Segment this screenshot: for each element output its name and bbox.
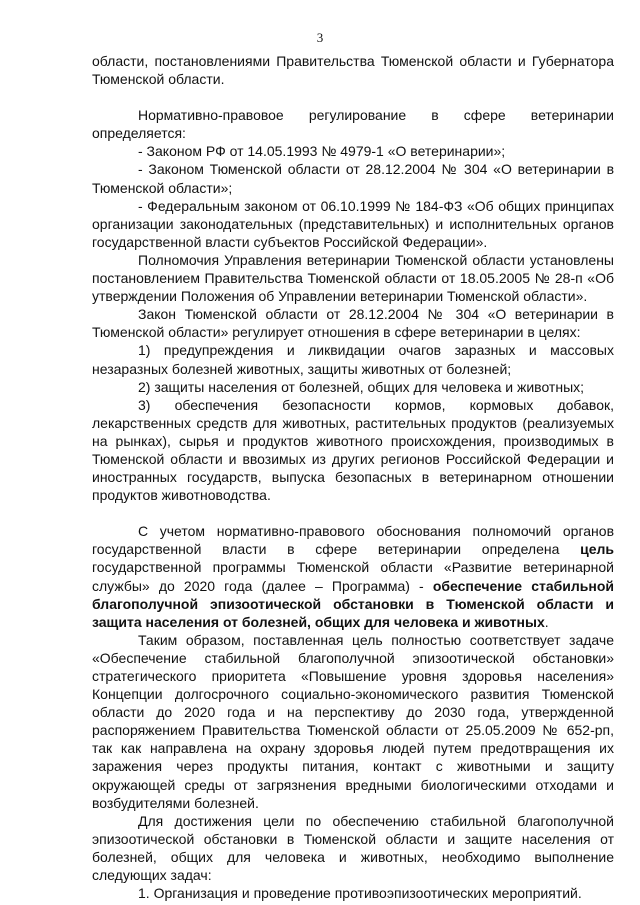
paragraph-tasks: Для достижения цели по обеспечению стабильной благополучной эпизоотической обстановки в Тюменской области и защите населения от болезней, общих для человека и животных, необходимо выполнение следующих задач:	[92, 812, 614, 884]
paragraph-intro: области, постановлениями Правительства Тюменской области и Губернатора Тюменской области.	[92, 53, 614, 88]
program-goal-text-2: государственной программы Тюменской области «Развитие ветеринарной службы» до 2020 года (далее – Программа) -	[92, 559, 614, 594]
paragraph-concept: Таким образом, поставленная цель полностью соответствует задаче «Обеспечение стабильной благополучной эпизоотической обстановки» стратегического приоритета «Повышение уровня здоровья населения» Концепции долгосрочного социально-экономического развития Тюменской области до 2020 года и на перспективу до 2030 года, утвержденной распоряжением Правительства Тюменской области от 25.05.2009 № 652-рп, так как направлена на охрану здоровья людей путем предотвращения их заражения через продукты питания, контакт с животными и защиту окружающей среды от загрязнения вредными биологическими отходами и возбудителями болезней.	[92, 631, 614, 811]
program-goal-keyword: цель	[580, 541, 615, 558]
list-item-law-rf: - Законом РФ от 14.05.1993 № 4979-1 «О ветеринарии»;	[138, 143, 506, 160]
paragraph-program-goal	[92, 522, 614, 631]
program-goal-text-1: С учетом нормативно-правового обоснования полномочий органов государственной власти в сфере ветеринарии определена	[92, 523, 614, 558]
list-item-goal-3: 3) обеспечения безопасности кормов, кормовых добавок, лекарственных средств для животных, растительных продуктов (реализуемых на рынках), сырья и продуктов животного происхождения, производимых в Тюменской области и ввозимых из других регионов Российской Федерации и иностранных государств, выпуска безопасных в ветеринарном отношении продуктов животноводства.	[92, 396, 614, 504]
paragraph-powers: Полномочия Управления ветеринарии Тюменской области установлены постановлением Правительства Тюменской области от 18.05.2005 № 28-п «Об утверждении Положения об Управлении ветеринарии Тюменской области».	[92, 251, 614, 305]
list-item-goal-2: 2) защиты населения от болезней, общих для человека и животных;	[138, 378, 585, 395]
paragraph-regulation: Нормативно-правовое регулирование в сфере ветеринарии определяется:	[92, 107, 614, 142]
document-body	[92, 52, 614, 902]
list-item-task-1: 1. Организация и проведение противоэпизоотических мероприятий.	[138, 885, 582, 902]
list-item-federal-law: - Федеральным законом от 06.10.1999 № 184-ФЗ «Об общих принципах организации законодательных (представительных) и исполнительных органов государственной власти субъектов Российской Федерации».	[92, 197, 614, 250]
list-item-law-tyumen: - Законом Тюменской области от 28.12.2004 № 304 «О ветеринарии в Тюменской области»;	[92, 161, 614, 196]
program-goal-statement: обеспечение стабильной благополучной эпизоотической обстановки в Тюменской области и защита населения от болезней, общих для человека и животных	[92, 577, 615, 630]
list-item-goal-1: 1) предупреждения и ликвидации очагов заразных и массовых незаразных болезней животных, защиты животных от болезней;	[92, 342, 614, 377]
program-goal-period: .	[544, 613, 549, 630]
page-number: 3	[316, 30, 324, 45]
paragraph-law-goals: Закон Тюменской области от 28.12.2004 № 304 «О ветеринарии в Тюменской области» регулирует отношения в сфере ветеринарии в целях:	[92, 306, 614, 341]
